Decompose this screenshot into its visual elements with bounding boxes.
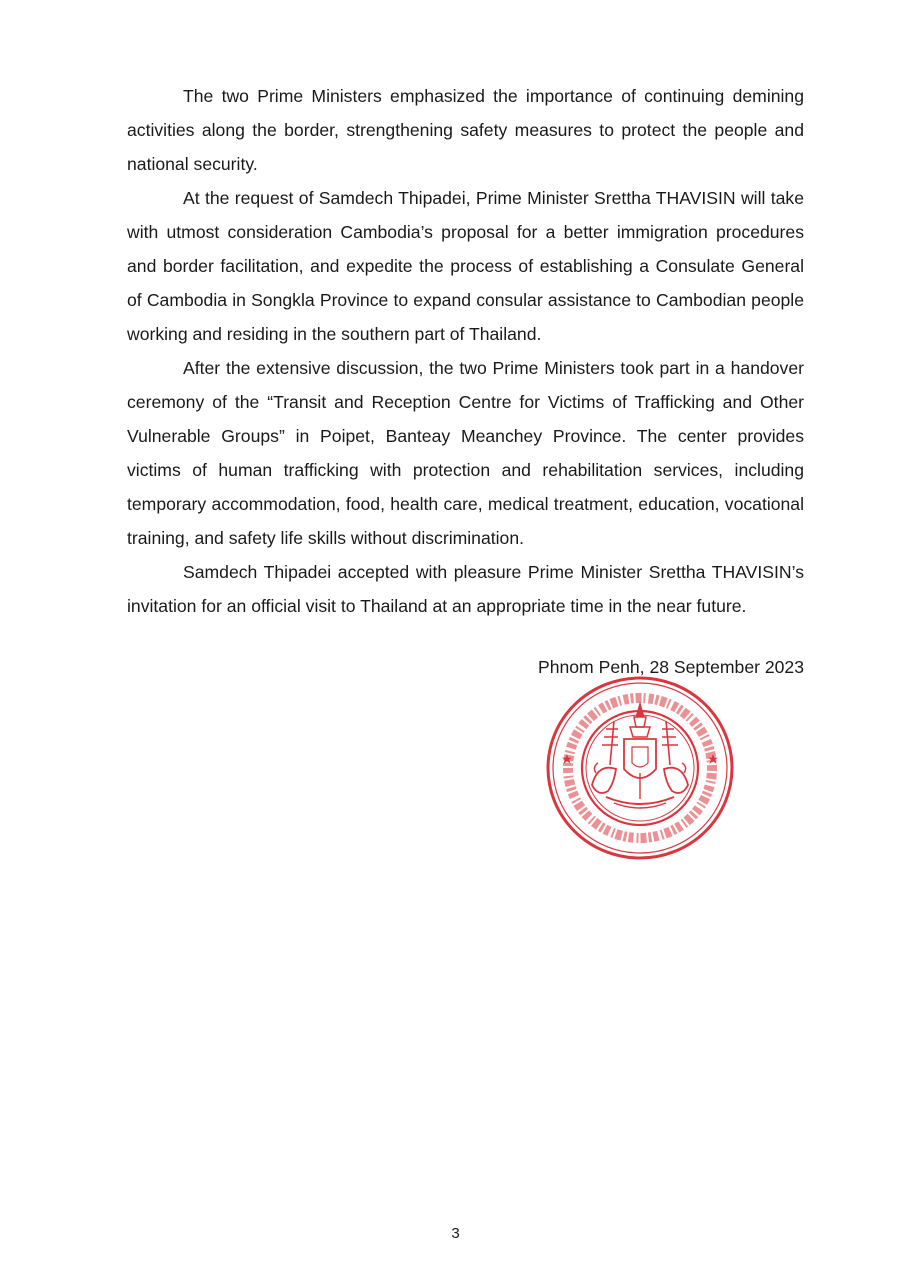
document-body	[127, 79, 804, 623]
paragraph-invitation: Samdech Thipadei accepted with pleasure Prime Minister Srettha THAVISIN’s invitation for an official visit to Thailand at an appropriate time in the near future.	[127, 562, 804, 616]
place-date: Phnom Penh, 28 September 2023	[537, 657, 804, 677]
paragraph-consulate: At the request of Samdech Thipadei, Prime Minister Srettha THAVISIN will take with utmost consideration Cambodia’s proposal for a better immigration procedures and border facilitation, and expedite the process of establishing a Consulate General of Cambodia in Songkla Province to expand consular assistance to Cambodian people working and residing in the southern part of Thailand.	[127, 188, 804, 344]
paragraph-demining: The two Prime Ministers emphasized the importance of continuing demining activities along the border, strengthening safety measures to protect the people and national security.	[127, 86, 804, 174]
page-number: 3	[451, 1225, 460, 1242]
official-seal-icon	[544, 673, 736, 863]
paragraph-handover-ceremony: After the extensive discussion, the two Prime Ministers took part in a handover ceremony of the “Transit and Reception Centre for Victims of Trafficking and Other Vulnerable Groups” in Poipet, Banteay Meanchey Province. The center provides victims of human trafficking with protection and rehabilitation services, including temporary accommodation, food, health care, medical treatment, education, vocational training, and safety life skills without discrimination.	[127, 358, 804, 548]
